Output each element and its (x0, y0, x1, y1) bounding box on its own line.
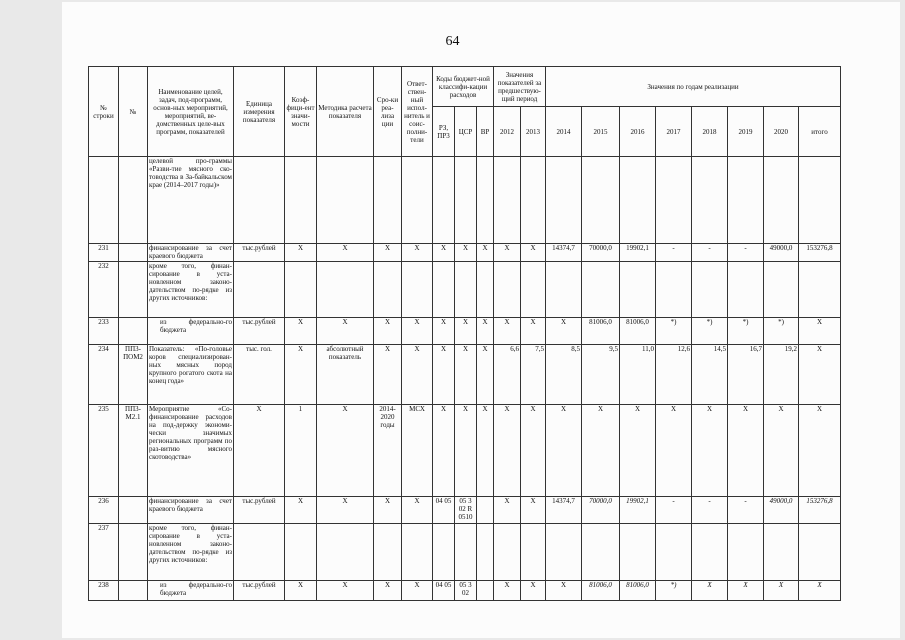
cell-method: абсолютный показатель (317, 345, 374, 405)
cell-value-2013: Х (521, 581, 546, 601)
cell-name: кроме того, финан-сирование в уста-новленном законо-дательством по-рядке из других источников: (148, 262, 234, 318)
cell-row-number: 233 (89, 318, 119, 345)
cell-value-year (582, 157, 620, 244)
cell-method (317, 524, 374, 581)
cell-value-year: 12,6 (656, 345, 692, 405)
cell-value-year (546, 524, 582, 581)
cell-value-year: *) (728, 318, 764, 345)
cell-unit (234, 262, 285, 318)
cell-value-2013 (521, 262, 546, 318)
cell-csr (455, 262, 477, 318)
cell-value-year: Х (728, 405, 764, 497)
cell-vr (477, 157, 494, 244)
cell-value-2012 (494, 524, 521, 581)
cell-value-year: 153276,8 (799, 497, 841, 524)
cell-vr (477, 581, 494, 601)
cell-rz: Х (433, 244, 455, 262)
cell-value-year: 14374,7 (546, 244, 582, 262)
cell-number: ПП3-ПОМ2 (119, 345, 148, 405)
cell-value-year: 70000,0 (582, 244, 620, 262)
cell-value-year (620, 157, 656, 244)
cell-value-2012: 6,6 (494, 345, 521, 405)
cell-csr: Х (455, 405, 477, 497)
cell-row-number: 238 (89, 581, 119, 601)
cell-unit (234, 157, 285, 244)
cell-csr (455, 524, 477, 581)
cell-value-year (728, 262, 764, 318)
cell-method (317, 157, 374, 244)
cell-row-number: 231 (89, 244, 119, 262)
cell-value-year (799, 262, 841, 318)
cell-value-year: Х (546, 318, 582, 345)
cell-coefficient: Х (285, 345, 317, 405)
cell-terms (374, 262, 402, 318)
cell-value-year: Х (546, 581, 582, 601)
cell-rz: 04 05 (433, 497, 455, 524)
cell-value-2013: 7,5 (521, 345, 546, 405)
cell-value-2012: Х (494, 405, 521, 497)
cell-value-year: 14374,7 (546, 497, 582, 524)
cell-value-year: - (728, 497, 764, 524)
cell-coefficient (285, 524, 317, 581)
cell-value-year: 81006,0 (620, 581, 656, 601)
cell-coefficient: Х (285, 581, 317, 601)
cell-value-year: - (656, 244, 692, 262)
header-year-2018: 2018 (692, 107, 728, 157)
cell-coefficient: 1 (285, 405, 317, 497)
cell-vr (477, 524, 494, 581)
cell-executor (402, 157, 433, 244)
cell-value-2013 (521, 157, 546, 244)
cell-number (119, 157, 148, 244)
cell-name: из федерально-го бюджета (148, 318, 234, 345)
cell-executor: Х (402, 497, 433, 524)
cell-value-year: Х (692, 581, 728, 601)
cell-rz (433, 157, 455, 244)
cell-csr: 05 3 02 (455, 581, 477, 601)
cell-value-year: Х (728, 581, 764, 601)
cell-executor (402, 524, 433, 581)
header-number: № (119, 67, 148, 157)
header-csr: ЦСР (455, 107, 477, 157)
cell-value-year (764, 524, 799, 581)
table-row (89, 581, 841, 601)
cell-value-year: Х (582, 405, 620, 497)
cell-value-year: 81006,0 (582, 581, 620, 601)
cell-name: целевой про-граммы «Разви-тие мясного ско-товодства в За-байкальском крае (2014–2017 годы)» (148, 157, 234, 244)
header-executor: Ответ-ствен-ный испол-нитель и соис-полни-тели (402, 67, 433, 157)
cell-name: из федерально-го бюджета (148, 581, 234, 601)
cell-number (119, 497, 148, 524)
cell-value-year (546, 157, 582, 244)
cell-value-2012 (494, 262, 521, 318)
cell-value-year: 70000,0 (582, 497, 620, 524)
cell-value-year: Х (692, 405, 728, 497)
cell-value-year (728, 157, 764, 244)
cell-number (119, 318, 148, 345)
cell-executor: Х (402, 581, 433, 601)
cell-unit: тыс.рублей (234, 318, 285, 345)
cell-value-year: Х (546, 405, 582, 497)
cell-value-year: 49000,0 (764, 497, 799, 524)
cell-coefficient: Х (285, 318, 317, 345)
cell-row-number: 232 (89, 262, 119, 318)
cell-terms: Х (374, 318, 402, 345)
cell-value-year: 81006,0 (620, 318, 656, 345)
cell-value-year (620, 524, 656, 581)
cell-value-2012 (494, 157, 521, 244)
cell-value-year: 9,5 (582, 345, 620, 405)
cell-value-year (692, 524, 728, 581)
cell-terms: 2014-2020 годы (374, 405, 402, 497)
cell-value-year (582, 524, 620, 581)
cell-row-number (89, 157, 119, 244)
cell-value-year (582, 262, 620, 318)
header-terms: Сро-ки реа-лиза ции (374, 67, 402, 157)
cell-method: Х (317, 581, 374, 601)
cell-rz: Х (433, 345, 455, 405)
cell-value-year (692, 157, 728, 244)
header-year-2019: 2019 (728, 107, 764, 157)
cell-unit: тыс. гол. (234, 345, 285, 405)
cell-value-2012: Х (494, 244, 521, 262)
cell-rz: 04 05 (433, 581, 455, 601)
cell-number (119, 581, 148, 601)
cell-terms: Х (374, 244, 402, 262)
cell-value-year (799, 524, 841, 581)
cell-coefficient (285, 262, 317, 318)
cell-value-year: Х (656, 405, 692, 497)
table-row (89, 524, 841, 581)
header-year-2012: 2012 (494, 107, 521, 157)
header-method: Методика расчета показателя (317, 67, 374, 157)
cell-value-year (656, 157, 692, 244)
cell-row-number: 235 (89, 405, 119, 497)
cell-name: Показатель: «По-головье коров специализирован-ных мясных пород крупного рогатого скота на конец года» (148, 345, 234, 405)
cell-name: Мероприятие «Со-финансирование расходов на под-держку экономи-чески значимых региональных программ по раз-витию мясного скотоводства» (148, 405, 234, 497)
cell-value-year: Х (799, 345, 841, 405)
cell-vr: Х (477, 244, 494, 262)
cell-value-year: - (656, 497, 692, 524)
cell-row-number: 236 (89, 497, 119, 524)
cell-value-2013: Х (521, 318, 546, 345)
cell-value-year: 19,2 (764, 345, 799, 405)
cell-coefficient: Х (285, 497, 317, 524)
cell-number (119, 262, 148, 318)
table-row (89, 345, 841, 405)
cell-value-2012: Х (494, 497, 521, 524)
cell-name: финансирование за счет краевого бюджета (148, 497, 234, 524)
cell-csr: Х (455, 244, 477, 262)
cell-unit: тыс.рублей (234, 581, 285, 601)
cell-value-2013: Х (521, 405, 546, 497)
header-values-by-year: Значения по годам реализации (546, 67, 841, 107)
cell-csr: Х (455, 345, 477, 405)
cell-value-year (764, 157, 799, 244)
header-year-2015: 2015 (582, 107, 620, 157)
cell-method (317, 262, 374, 318)
cell-rz (433, 524, 455, 581)
cell-terms: Х (374, 345, 402, 405)
header-year-2017: 2017 (656, 107, 692, 157)
cell-executor: Х (402, 244, 433, 262)
indicators-table (88, 66, 841, 601)
cell-row-number: 234 (89, 345, 119, 405)
cell-value-year: - (692, 497, 728, 524)
cell-executor: Х (402, 318, 433, 345)
cell-value-year: Х (799, 318, 841, 345)
cell-unit (234, 524, 285, 581)
cell-terms: Х (374, 581, 402, 601)
cell-value-2012: Х (494, 581, 521, 601)
header-previous-values: Значения показателей за предшествую-щий период (494, 67, 546, 107)
header-coefficient: Коэф-фици-ент значи-мости (285, 67, 317, 157)
cell-executor: Х (402, 345, 433, 405)
cell-coefficient: Х (285, 244, 317, 262)
cell-executor: МСХ (402, 405, 433, 497)
cell-rz: Х (433, 318, 455, 345)
cell-value-year: Х (799, 405, 841, 497)
cell-value-year: *) (692, 318, 728, 345)
cell-value-2013 (521, 524, 546, 581)
cell-value-year: 153276,8 (799, 244, 841, 262)
cell-number (119, 244, 148, 262)
cell-value-year: Х (799, 581, 841, 601)
header-year-2013: 2013 (521, 107, 546, 157)
header-budget-codes: Коды бюджет-ной классифи-кации расходов (433, 67, 494, 107)
header-unit: Единица измерения показателя (234, 67, 285, 157)
cell-value-year (546, 262, 582, 318)
header-total: итого (799, 107, 841, 157)
cell-rz: Х (433, 405, 455, 497)
cell-value-year (620, 262, 656, 318)
cell-method: Х (317, 497, 374, 524)
cell-terms: Х (374, 497, 402, 524)
cell-value-year: *) (764, 318, 799, 345)
cell-value-year: 16,7 (728, 345, 764, 405)
cell-vr: Х (477, 405, 494, 497)
cell-value-year: 81006,0 (582, 318, 620, 345)
cell-number (119, 524, 148, 581)
cell-method: Х (317, 244, 374, 262)
header-row-number: № строки (89, 67, 119, 157)
header-year-2016: 2016 (620, 107, 656, 157)
cell-value-year: 11,0 (620, 345, 656, 405)
table-row (89, 405, 841, 497)
page-number: 64 (445, 34, 460, 49)
cell-vr: Х (477, 345, 494, 405)
cell-number: ПП3-М2.1 (119, 405, 148, 497)
cell-value-year: 19902,1 (620, 497, 656, 524)
cell-method: Х (317, 318, 374, 345)
cell-terms (374, 524, 402, 581)
cell-value-year (799, 157, 841, 244)
cell-executor (402, 262, 433, 318)
cell-value-year: 8,5 (546, 345, 582, 405)
header-vr: ВР (477, 107, 494, 157)
cell-value-year: 19902,1 (620, 244, 656, 262)
cell-value-year: - (728, 244, 764, 262)
cell-value-year: *) (656, 581, 692, 601)
cell-csr: 05 3 02 R 0510 (455, 497, 477, 524)
cell-unit: тыс.рублей (234, 244, 285, 262)
cell-vr (477, 497, 494, 524)
table-row (89, 244, 841, 262)
cell-value-year: 49000,0 (764, 244, 799, 262)
cell-vr: Х (477, 318, 494, 345)
table-row (89, 318, 841, 345)
cell-csr (455, 157, 477, 244)
table-body (89, 157, 841, 601)
header-name: Наименование целей, задач, под-программ, основ-ных мероприятий, мероприятий, ве-домственных целе-вых программ, показателей (148, 67, 234, 157)
cell-value-2013: Х (521, 244, 546, 262)
cell-value-year (656, 524, 692, 581)
cell-vr (477, 262, 494, 318)
cell-value-year (728, 524, 764, 581)
cell-method: Х (317, 405, 374, 497)
cell-value-year: Х (764, 405, 799, 497)
cell-unit: Х (234, 405, 285, 497)
cell-value-year: 14,5 (692, 345, 728, 405)
cell-value-year: - (692, 244, 728, 262)
table-row (89, 262, 841, 318)
cell-value-2013: Х (521, 497, 546, 524)
cell-value-year: Х (764, 581, 799, 601)
cell-unit: тыс.рублей (234, 497, 285, 524)
cell-value-year: Х (620, 405, 656, 497)
cell-name: кроме того, финан-сирование в уста-новленном законо-дательством по-рядке из других источников: (148, 524, 234, 581)
cell-row-number: 237 (89, 524, 119, 581)
cell-csr: Х (455, 318, 477, 345)
cell-value-year (692, 262, 728, 318)
table-row (89, 157, 841, 244)
header-year-2020: 2020 (764, 107, 799, 157)
cell-terms (374, 157, 402, 244)
table-row (89, 497, 841, 524)
cell-value-year (656, 262, 692, 318)
cell-name: финансирование за счет краевого бюджета (149, 244, 232, 260)
cell-coefficient (285, 157, 317, 244)
cell-value-2012: Х (494, 318, 521, 345)
cell-rz (433, 262, 455, 318)
header-year-2014: 2014 (546, 107, 582, 157)
cell-value-year (764, 262, 799, 318)
cell-value-year: *) (656, 318, 692, 345)
header-rz: РЗ, ПР3 (433, 107, 455, 157)
